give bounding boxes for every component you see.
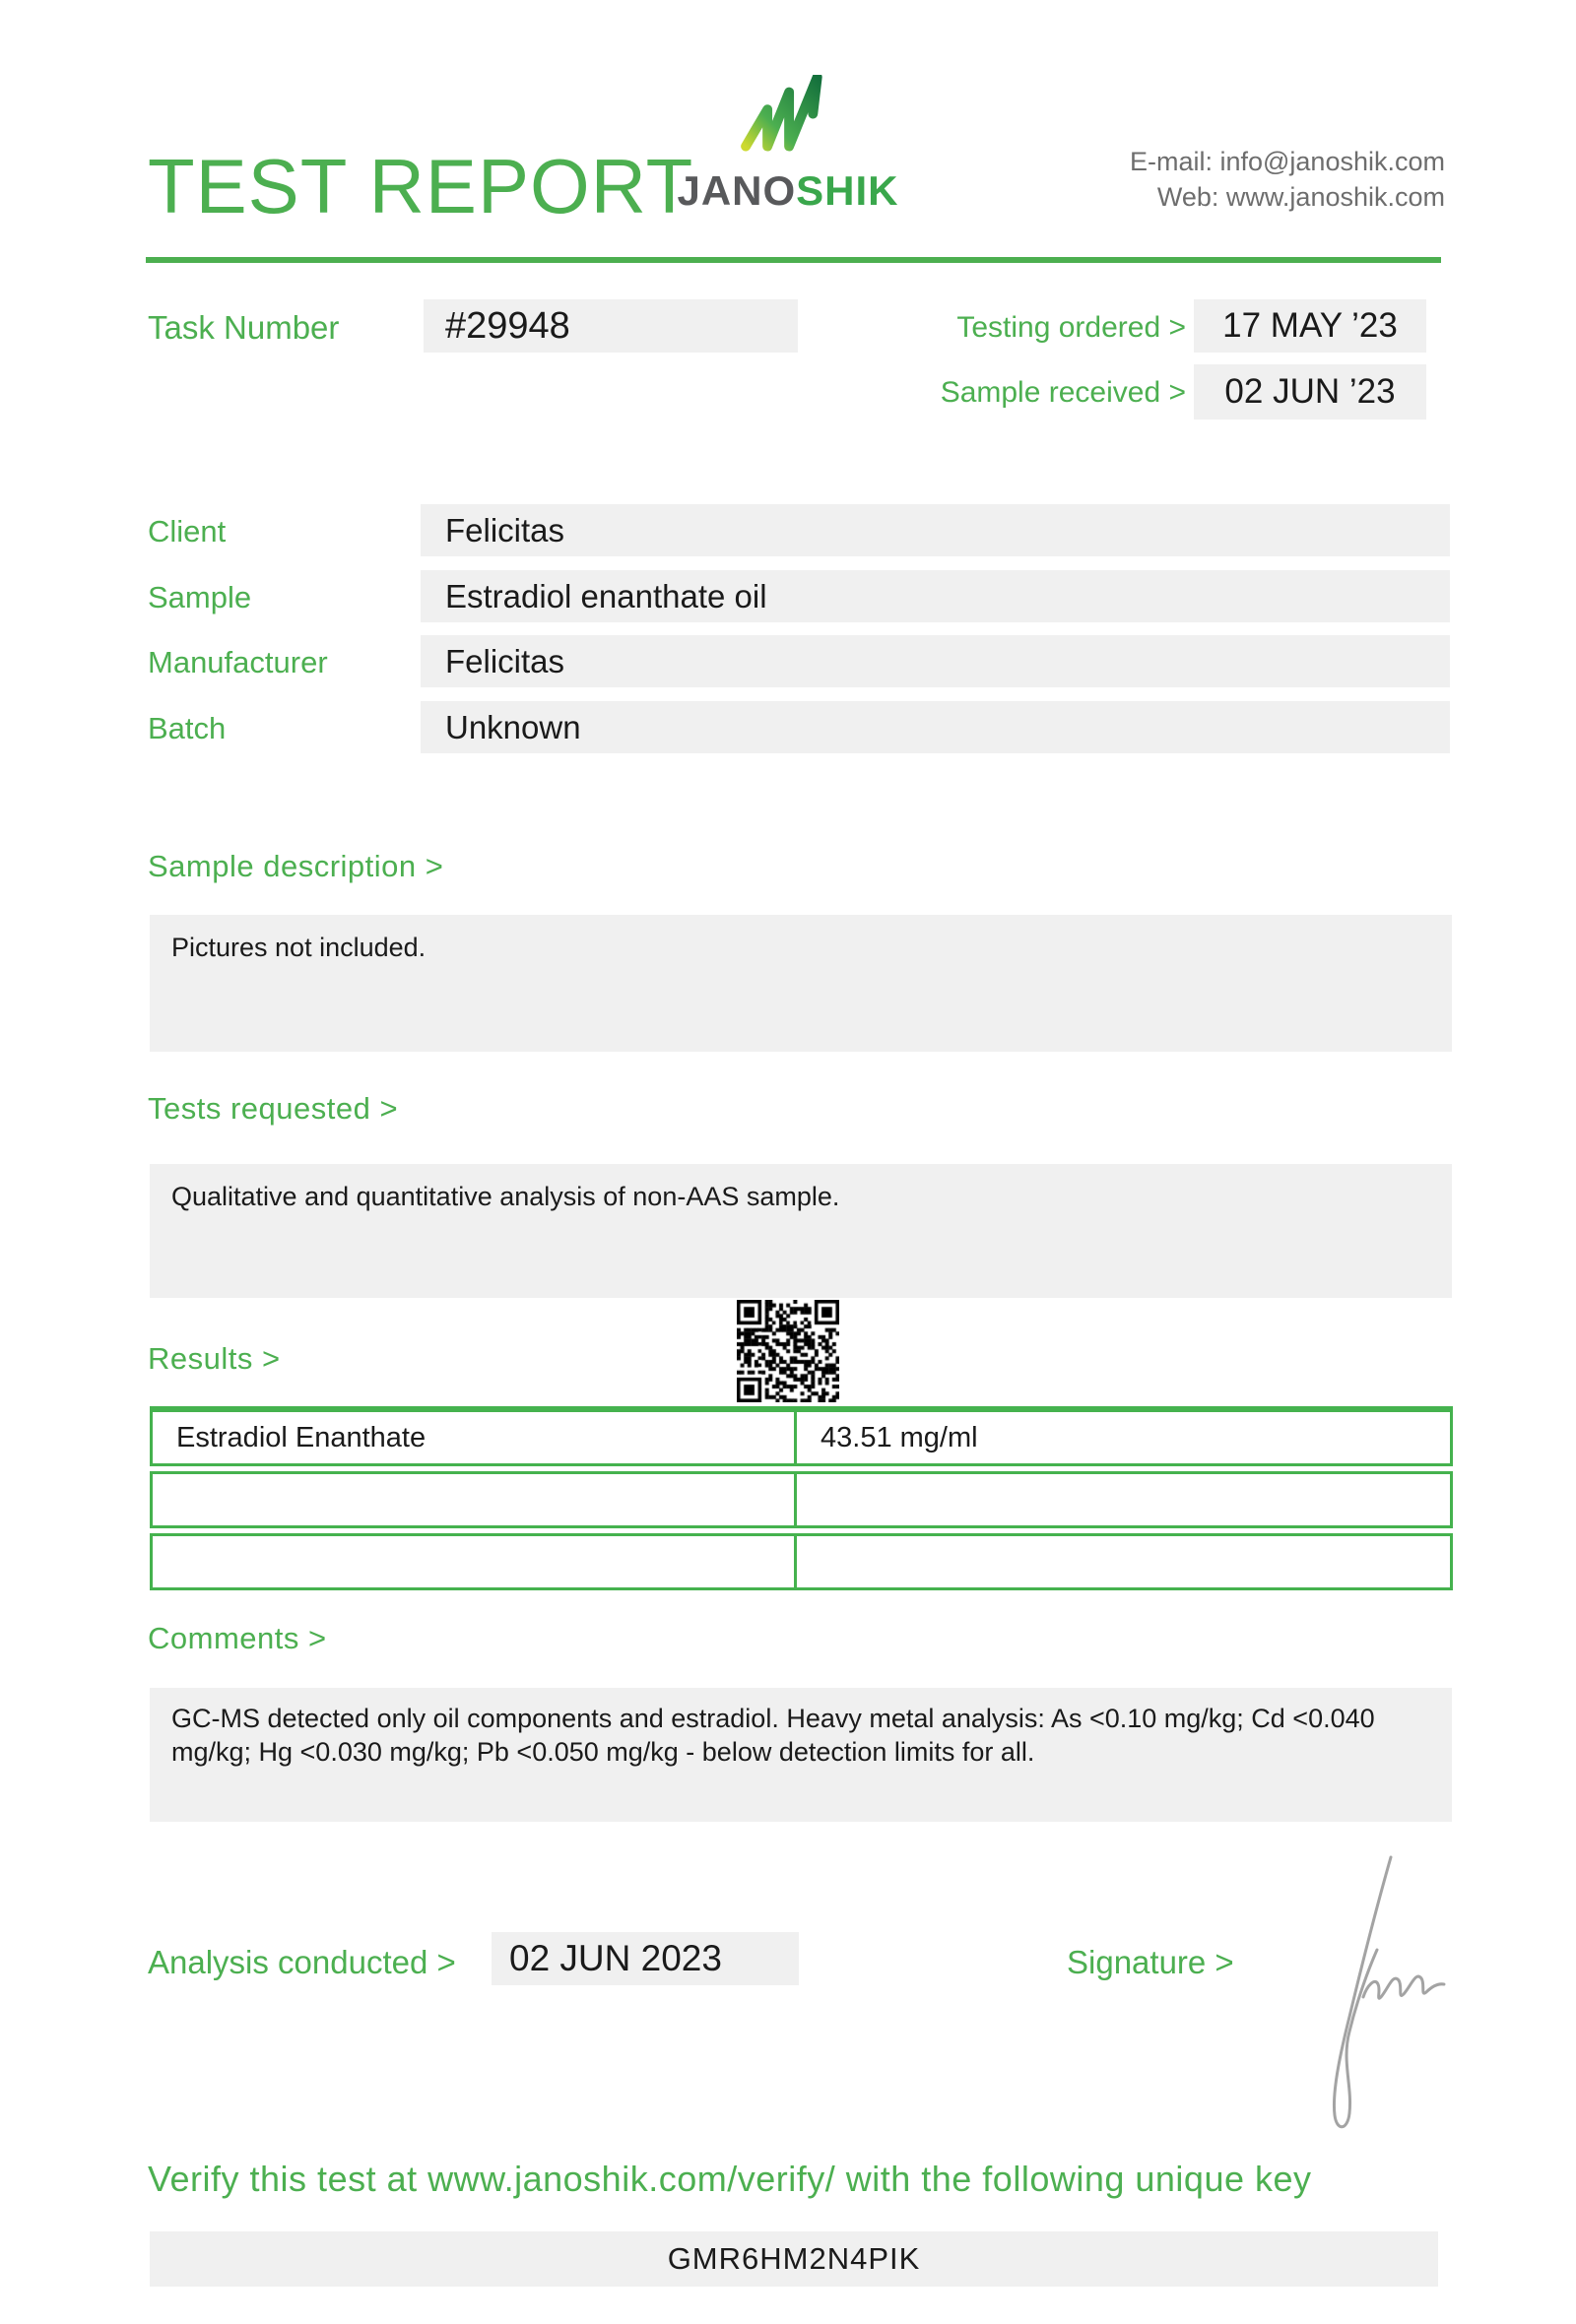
comments-panel	[150, 1688, 1452, 1822]
brand-wordmark-shik: SHIK	[796, 167, 899, 214]
sample-received-value: 02 JUN ’23	[1194, 364, 1426, 420]
header-divider	[146, 257, 1441, 263]
signature-image	[1276, 1840, 1453, 2145]
comments-heading: Comments >	[148, 1621, 327, 1655]
result-substance	[153, 1536, 797, 1587]
unique-key: GMR6HM2N4PIK	[150, 2231, 1438, 2287]
task-number-label: Task Number	[148, 309, 340, 346]
table-row	[150, 1533, 1453, 1590]
contact-web: Web: www.janoshik.com	[1156, 182, 1445, 212]
result-concentration: 43.51 mg/ml	[821, 1421, 978, 1453]
manufacturer-value: Felicitas	[421, 635, 1450, 687]
batch-label: Batch	[148, 711, 227, 745]
sample-description-panel	[150, 915, 1452, 1052]
client-value: Felicitas	[421, 504, 1450, 556]
tests-requested-heading: Tests requested >	[148, 1091, 399, 1126]
tests-requested-panel	[150, 1164, 1452, 1298]
results-heading: Results >	[148, 1341, 281, 1376]
qr-code	[737, 1300, 839, 1402]
sample-received-label: Sample received >	[940, 376, 1186, 409]
result-substance	[153, 1474, 797, 1525]
sample-description-heading: Sample description >	[148, 849, 444, 883]
result-concentration	[797, 1536, 1450, 1587]
testing-ordered-label: Testing ordered >	[956, 311, 1186, 344]
table-row	[150, 1471, 1453, 1528]
sample-description-text: Pictures not included.	[171, 933, 427, 962]
sample-value: Estradiol enanthate oil	[421, 570, 1450, 622]
contact-email: E-mail: info@janoshik.com	[1129, 147, 1445, 176]
contact-block	[1130, 144, 1445, 215]
testing-ordered-value: 17 MAY ’23	[1194, 299, 1426, 353]
result-substance: Estradiol Enanthate	[153, 1412, 797, 1463]
signature-label: Signature >	[1067, 1944, 1234, 1980]
verify-text: Verify this test at www.janoshik.com/verify/ with the following unique key	[148, 2159, 1312, 2199]
brand-wordmark	[675, 167, 901, 215]
comments-text: GC-MS detected only oil components and estradiol. Heavy metal analysis: As <0.10 mg/kg; Cd <0.040 mg/kg; Hg <0.030 mg/kg; Pb <0.050 mg/kg - below detection limits for all.	[171, 1704, 1375, 1767]
client-label: Client	[148, 514, 227, 549]
analysis-conducted-label: Analysis conducted >	[148, 1944, 456, 1980]
sample-label: Sample	[148, 580, 252, 614]
batch-value: Unknown	[421, 701, 1450, 753]
page-title: TEST REPORT	[148, 143, 694, 229]
tests-requested-text: Qualitative and quantitative analysis of non-AAS sample.	[171, 1182, 840, 1211]
analysis-conducted-value: 02 JUN 2023	[492, 1932, 799, 1985]
result-concentration	[797, 1474, 1450, 1525]
task-number-value: #29948	[424, 299, 798, 353]
brand-chart-icon	[739, 75, 837, 161]
table-row	[150, 1406, 1453, 1466]
brand-wordmark-jano: JANO	[677, 167, 797, 214]
results-table	[150, 1406, 1453, 1595]
manufacturer-label: Manufacturer	[148, 645, 328, 679]
